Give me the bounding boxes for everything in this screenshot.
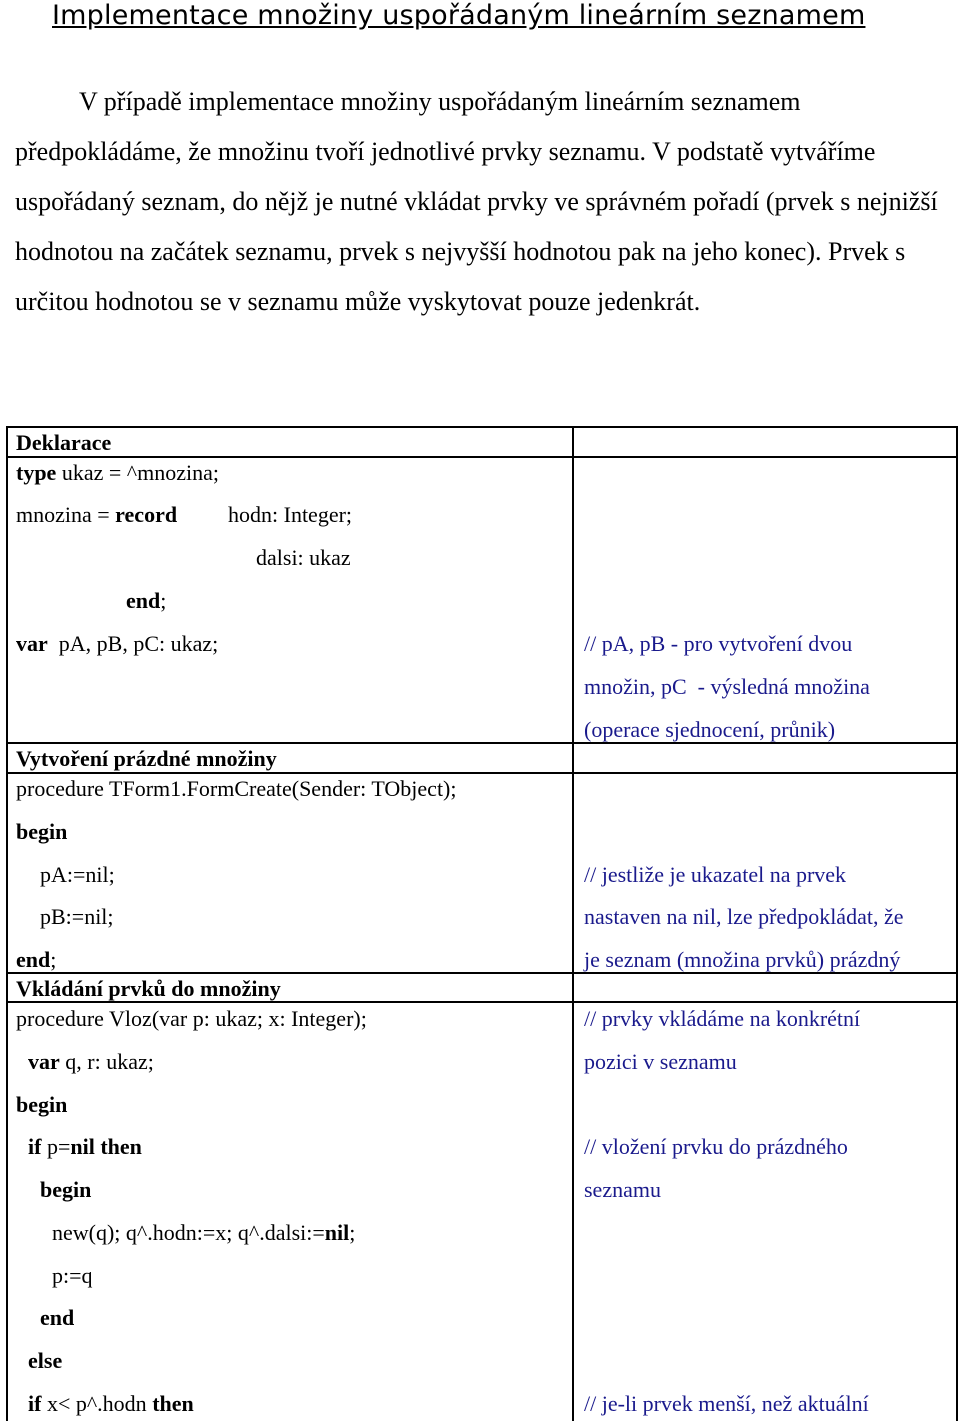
- code-line: hodn: Integer;: [228, 502, 353, 527]
- code-line: [126, 587, 166, 615]
- code-comment: (operace sjednocení, průnik): [584, 717, 836, 742]
- code-text: ;: [50, 947, 57, 972]
- code-line: [16, 946, 56, 974]
- code-line: begin: [40, 1177, 92, 1202]
- code-line: [28, 1390, 194, 1418]
- code-comment: // je-li prvek menší, než aktuální: [584, 1391, 869, 1416]
- code-line: [16, 459, 219, 487]
- code-text: pA, pB, pC: ukaz;: [47, 631, 219, 656]
- code-comment: množin, pC - výsledná množina: [584, 674, 870, 699]
- intro-text: V případě implementace množiny uspořádaným lineárním seznamem předpokládáme, že množinu tvoří jednotlivé prvky seznamu. V podstatě vytváříme uspořádaný seznam, do nějž je nutné vkládat prvky ve správném pořadí (prvek s nejnižší hodnotou na začátek seznamu, prvek s nejvyšší hodnotou pak na jeho konec). Prvek s určitou hodnotou se v seznamu může vyskytovat pouze jedenkrát.: [15, 87, 938, 316]
- code-comment: // jestliže je ukazatel na prvek: [584, 862, 847, 887]
- code-text: mnozina =: [16, 502, 116, 527]
- keyword: nil: [324, 1220, 350, 1245]
- code-line: else: [28, 1348, 63, 1373]
- keyword: then: [100, 1134, 142, 1159]
- table-border-top: [6, 426, 958, 428]
- code-comment: je seznam (množina prvků) prázdný: [584, 947, 901, 972]
- row-divider: [6, 456, 958, 458]
- code-text: new(q); q^.hodn:=x; q^.dalsi:=: [52, 1220, 325, 1245]
- code-text: ukaz = ^mnozina;: [56, 460, 219, 485]
- keyword: var: [16, 631, 48, 656]
- code-line: [28, 1048, 154, 1076]
- code-text: ;: [349, 1220, 356, 1245]
- code-line: [16, 630, 218, 658]
- column-divider: [572, 426, 574, 1421]
- code-line: [28, 1133, 142, 1161]
- code-comment: seznamu: [584, 1177, 661, 1202]
- section-heading: Deklarace: [16, 430, 112, 455]
- code-comment: // pA, pB - pro vytvoření dvou: [584, 631, 853, 656]
- code-line: end: [40, 1305, 75, 1330]
- keyword: then: [152, 1391, 194, 1416]
- code-text: p=: [41, 1134, 71, 1159]
- code-line: pA:=nil;: [40, 862, 115, 887]
- code-line: [16, 501, 177, 529]
- code-text: x< p^.hodn: [41, 1391, 153, 1416]
- code-line: procedure TForm1.FormCreate(Sender: TObject);: [16, 776, 457, 801]
- code-line: begin: [16, 819, 68, 844]
- code-comment: // prvky vkládáme na konkrétní: [584, 1006, 861, 1031]
- code-line: begin: [16, 1092, 68, 1117]
- intro-paragraph: [15, 77, 950, 327]
- keyword: if: [28, 1134, 42, 1159]
- keyword: if: [28, 1391, 42, 1416]
- code-line: dalsi: ukaz: [256, 545, 351, 570]
- code-comment: nastaven na nil, lze předpokládat, že: [584, 904, 904, 929]
- code-text: q, r: ukaz;: [59, 1049, 154, 1074]
- keyword: nil: [70, 1134, 95, 1159]
- keyword: record: [115, 502, 178, 527]
- code-comment: // vložení prvku do prázdného: [584, 1134, 848, 1159]
- keyword: type: [16, 460, 57, 485]
- section-heading: Vytvoření prázdné množiny: [16, 746, 277, 771]
- code-text: ;: [160, 588, 167, 613]
- table-border-right: [956, 426, 958, 1421]
- code-comment: pozici v seznamu: [584, 1049, 737, 1074]
- code-line: [52, 1219, 355, 1247]
- keyword: end: [16, 947, 51, 972]
- code-line: procedure Vloz(var p: ukaz; x: Integer);: [16, 1006, 367, 1031]
- code-line: p:=q: [52, 1263, 93, 1288]
- code-line: pB:=nil;: [40, 904, 114, 929]
- keyword: end: [126, 588, 161, 613]
- keyword: var: [28, 1049, 60, 1074]
- table-border-left: [6, 426, 8, 1421]
- page-title: Implementace množiny uspořádaným lineárním seznamem: [52, 0, 866, 31]
- section-heading: Vkládání prvků do množiny: [16, 976, 281, 1001]
